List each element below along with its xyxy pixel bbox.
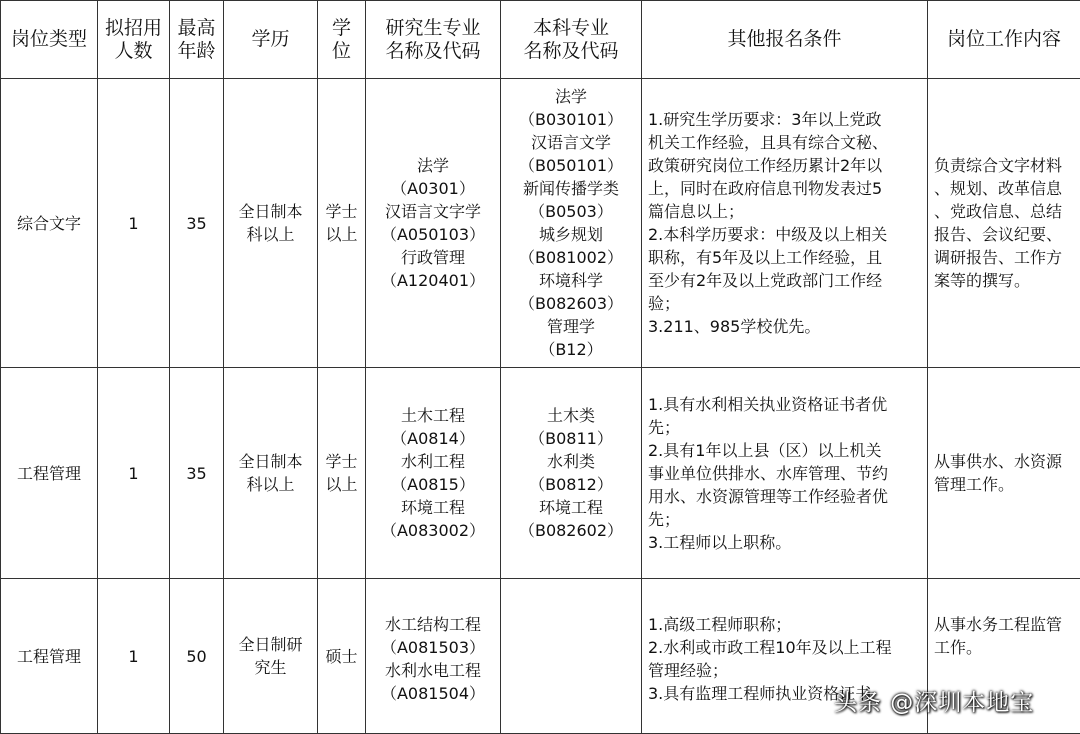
cell-line: 报告、会议纪要、: [934, 223, 1074, 246]
cell-line: 调研报告、工作方: [934, 246, 1074, 269]
cell-line: 最高: [176, 17, 217, 40]
cell-line: 行政管理: [372, 246, 494, 269]
cell-line: 年龄: [176, 40, 217, 63]
cell-line: 法学: [372, 154, 494, 177]
cell-line: 负责综合文字材料: [934, 154, 1074, 177]
header-max-age: [170, 1, 224, 79]
cell-position-type: 综合文字: [1, 79, 98, 368]
cell-line: （B081002）: [507, 246, 635, 269]
cell-line: 水工结构工程: [372, 613, 494, 636]
cell-duties: [928, 79, 1080, 368]
cell-line: 科以上: [230, 223, 311, 246]
cell-line: 研究生专业: [372, 17, 494, 40]
cell-line: 学士: [324, 200, 359, 223]
header-degree: [318, 1, 366, 79]
cell-line: 其他报名条件: [648, 28, 921, 51]
cell-line: 工作。: [934, 636, 1074, 659]
cell-degree: [318, 579, 366, 734]
cell-line: 汉语言文字学: [372, 200, 494, 223]
header-grad-major: [366, 1, 501, 79]
cell-line: 以上: [324, 223, 359, 246]
cell-line: 验；: [648, 292, 921, 315]
cell-line: 1.研究生学历要求：3年以上党政: [648, 108, 921, 131]
cell-conditions: [642, 368, 928, 579]
cell-line: 土木类: [507, 404, 635, 427]
cell-line: 2.本科学历要求：中级及以上相关: [648, 223, 921, 246]
cell-line: 人数: [104, 40, 163, 63]
cell-undergrad-majors: [501, 579, 642, 734]
cell-line: 环境科学: [507, 269, 635, 292]
cell-line: （A083002）: [372, 519, 494, 542]
cell-line: 学历: [230, 28, 311, 51]
header-position-type: [1, 1, 98, 79]
cell-line: 先；: [648, 416, 921, 439]
cell-line: 用水、水资源管理等工作经验者优: [648, 485, 921, 508]
cell-line: （B0812）: [507, 473, 635, 496]
cell-line: 上，同时在政府信息刊物发表过5: [648, 177, 921, 200]
cell-degree: [318, 79, 366, 368]
table-row: [1, 79, 1080, 368]
cell-line: 2.具有1年以上县（区）以上机关: [648, 439, 921, 462]
cell-degree: [318, 368, 366, 579]
cell-grad-majors: [366, 79, 501, 368]
cell-line: 篇信息以上；: [648, 200, 921, 223]
cell-duties: [928, 368, 1080, 579]
cell-line: 1.高级工程师职称；: [648, 613, 921, 636]
cell-conditions: [642, 79, 928, 368]
cell-line: 土木工程: [372, 404, 494, 427]
header-undergrad-major: [501, 1, 642, 79]
cell-line: （B0503）: [507, 200, 635, 223]
cell-undergrad-majors: [501, 79, 642, 368]
cell-grad-majors: [366, 579, 501, 734]
cell-line: 从事供水、水资源: [934, 450, 1074, 473]
cell-line: 3.具有监理工程师执业资格证书: [648, 682, 921, 705]
table-row: [1, 368, 1080, 579]
cell-line: 全日制本: [230, 450, 311, 473]
cell-line: 名称及代码: [507, 40, 635, 63]
cell-line: （A120401）: [372, 269, 494, 292]
cell-line: （B0811）: [507, 427, 635, 450]
cell-line: 先；: [648, 508, 921, 531]
cell-line: 法学: [507, 85, 635, 108]
header-other-conditions: [642, 1, 928, 79]
header-job-duties: [928, 1, 1080, 79]
cell-line: （A0814）: [372, 427, 494, 450]
cell-line: 水利工程: [372, 450, 494, 473]
cell-line: 究生: [230, 656, 311, 679]
cell-line: 环境工程: [507, 496, 635, 519]
cell-headcount: 1: [98, 579, 170, 734]
cell-line: 岗位类型: [7, 28, 91, 51]
header-education: [224, 1, 318, 79]
cell-grad-majors: [366, 368, 501, 579]
cell-line: （A050103）: [372, 223, 494, 246]
cell-line: 事业单位供排水、水库管理、节约: [648, 462, 921, 485]
header-row: [1, 1, 1080, 79]
cell-position-type: 工程管理: [1, 368, 98, 579]
cell-max-age: 35: [170, 368, 224, 579]
cell-line: 学位: [324, 17, 359, 63]
cell-line: （B12）: [507, 338, 635, 361]
cell-education: [224, 579, 318, 734]
cell-line: 职称，有5年及以上工作经验，且: [648, 246, 921, 269]
cell-line: 汉语言文学: [507, 131, 635, 154]
cell-line: 科以上: [230, 473, 311, 496]
header-headcount: [98, 1, 170, 79]
cell-max-age: 35: [170, 79, 224, 368]
cell-line: 机关工作经验，且具有综合文秘、: [648, 131, 921, 154]
cell-line: （A0301）: [372, 177, 494, 200]
cell-undergrad-majors: [501, 368, 642, 579]
cell-headcount: 1: [98, 79, 170, 368]
cell-line: 岗位工作内容: [934, 28, 1074, 51]
cell-education: [224, 79, 318, 368]
cell-line: 、规划、改革信息: [934, 177, 1074, 200]
cell-line: 水利类: [507, 450, 635, 473]
cell-line: 本科专业: [507, 17, 635, 40]
cell-line: 环境工程: [372, 496, 494, 519]
cell-line: 水利水电工程: [372, 659, 494, 682]
cell-headcount: 1: [98, 368, 170, 579]
cell-line: （B030101）: [507, 108, 635, 131]
cell-line: 城乡规划: [507, 223, 635, 246]
cell-education: [224, 368, 318, 579]
cell-line: 2.水利或市政工程10年及以上工程: [648, 636, 921, 659]
cell-line: （A081503）: [372, 636, 494, 659]
cell-line: 全日制研: [230, 633, 311, 656]
cell-position-type: 工程管理: [1, 579, 98, 734]
cell-line: 管理经验；: [648, 659, 921, 682]
cell-line: 1.具有水利相关执业资格证书者优: [648, 393, 921, 416]
cell-line: 3.211、985学校优先。: [648, 315, 921, 338]
cell-line: （B082603）: [507, 292, 635, 315]
cell-line: 至少有2年及以上党政部门工作经: [648, 269, 921, 292]
cell-line: 从事水务工程监管: [934, 613, 1074, 636]
cell-line: 3.工程师以上职称。: [648, 531, 921, 554]
cell-line: 政策研究岗位工作经历累计2年以: [648, 154, 921, 177]
cell-line: 案等的撰写。: [934, 269, 1074, 292]
cell-line: 、党政信息、总结: [934, 200, 1074, 223]
cell-line: 全日制本: [230, 200, 311, 223]
cell-line: （B050101）: [507, 154, 635, 177]
cell-line: 以上: [324, 473, 359, 496]
cell-line: 管理工作。: [934, 473, 1074, 496]
cell-line: （B082602）: [507, 519, 635, 542]
watermark: 头条 @深圳本地宝: [834, 684, 1034, 717]
cell-max-age: 50: [170, 579, 224, 734]
cell-line: 拟招用: [104, 17, 163, 40]
cell-line: （A081504）: [372, 682, 494, 705]
cell-line: 硕士: [324, 645, 359, 668]
cell-line: 学士: [324, 450, 359, 473]
cell-line: 名称及代码: [372, 40, 494, 63]
cell-line: 新闻传播学类: [507, 177, 635, 200]
cell-line: （A0815）: [372, 473, 494, 496]
cell-line: 管理学: [507, 315, 635, 338]
